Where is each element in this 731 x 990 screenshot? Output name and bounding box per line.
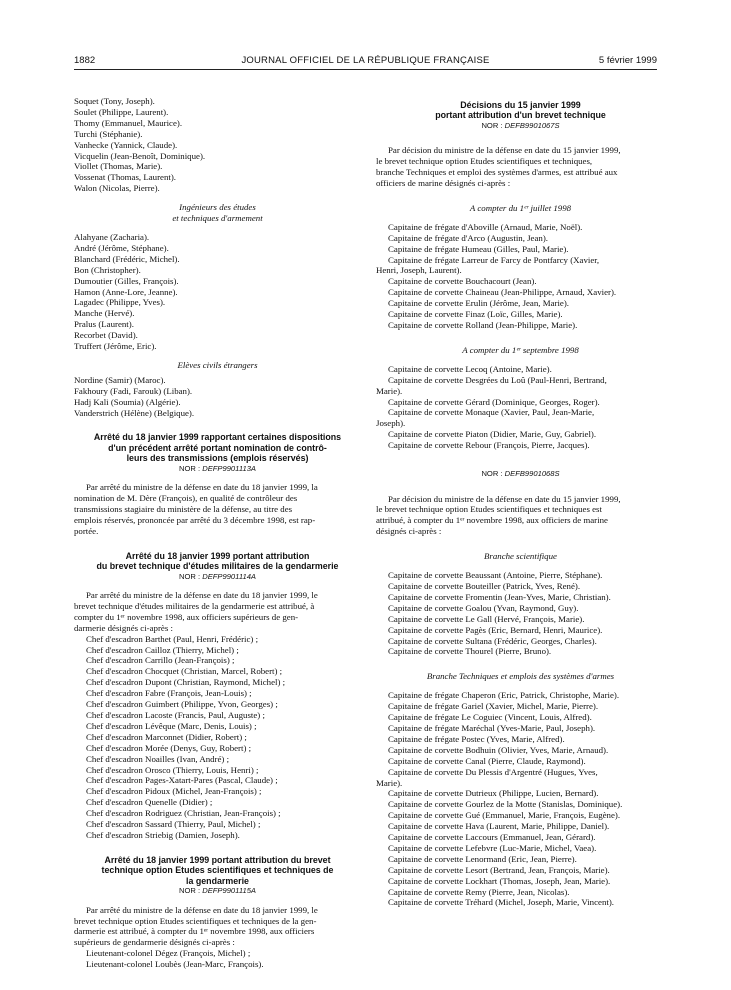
officer-entry: Capitaine de corvette Lesort (Bertrand, Jean, François, Marie).	[388, 864, 610, 875]
name-entry: Vanhecke (Yannick, Claude).	[74, 139, 178, 150]
officer-entry: Capitaine de corvette Chaineau (Jean-Philippe, Arnaud, Xavier).	[388, 287, 617, 298]
left-column	[74, 96, 361, 970]
nor-label: NOR :	[179, 886, 201, 896]
chef-entry: Chef d'escadron Carrillo (Jean-François) ;	[86, 655, 235, 666]
name-entry: Nordine (Samir) (Maroc).	[74, 374, 166, 385]
arrete3-title	[74, 855, 361, 886]
text-line: darmerie est attribué, à compter du 1ᵉʳ novembre 1998, aux officiers	[74, 926, 315, 937]
officer-entry: Capitaine de frégate Chaperon (Eric, Patrick, Christophe, Marie).	[388, 690, 620, 701]
name-entry: Hamon (Anne-Lore, Jeanne).	[74, 286, 178, 297]
name-entry: Thomy (Emmanuel, Maurice).	[74, 117, 183, 128]
title-line: la gendarmerie	[186, 875, 249, 886]
arrete2-text	[74, 590, 361, 634]
arrete3-text	[74, 905, 361, 949]
title-line: Arrêté du 18 janvier 1999 portant attribution	[125, 550, 310, 561]
officer-entry: Capitaine de corvette Finaz (Loïc, Gilles, Marie).	[388, 309, 563, 320]
chef-entry: Chef d'escadron Dupont (Christian, Raymond, Michel) ;	[86, 677, 286, 688]
nor-label: NOR :	[481, 120, 503, 130]
arrete1-text	[74, 482, 361, 537]
text-line: supérieurs de gendarmerie désignés ci-après :	[74, 937, 235, 948]
chef-entry: Chef d'escadron Striebig (Damien, Joseph).	[86, 829, 240, 840]
text-line: brevet technique d'études militaires de la gendarmerie est attribué, à	[74, 600, 315, 611]
text-line: officiers de marine désignés ci-après :	[376, 178, 511, 189]
officer-entry: Marie).	[376, 777, 403, 788]
officer-entry: Capitaine de corvette Goalou (Yvan, Raymond, Guy).	[388, 602, 579, 613]
title-line: du brevet technique d'études militaires de la gendarmerie	[96, 561, 339, 572]
names-top-list	[74, 96, 361, 194]
chef-entry: Chef d'escadron Barthet (Paul, Henri, Frédéric) ;	[86, 633, 259, 644]
eleves-heading: Elèves civils étrangers	[177, 359, 258, 370]
name-entry: Hadj Kali (Soumia) (Algérie).	[74, 396, 181, 407]
arrete2-nor	[74, 572, 361, 583]
name-entry: Walon (Nicolas, Pierre).	[74, 183, 160, 194]
chefs-list	[74, 634, 361, 841]
chef-entry: Chef d'escadron Sassard (Thierry, Paul, Michel) ;	[86, 819, 261, 830]
text-line: Par décision du ministre de la défense en date du 15 janvier 1999,	[388, 145, 621, 156]
officer-entry: Capitaine de corvette Bodhuin (Olivier, Yves, Marie, Arnaud).	[388, 744, 609, 755]
chef-entry: Chef d'escadron Cailloz (Thierry, Michel) ;	[86, 644, 239, 655]
chef-entry: Chef d'escadron Quenelle (Didier) ;	[86, 797, 213, 808]
chef-entry: Chef d'escadron Lacoste (Francis, Paul, Auguste) ;	[86, 710, 265, 720]
text-line: Par arrêté du ministre de la défense en date du 18 janvier 1999, le	[86, 590, 318, 601]
officer-entry: Capitaine de frégate Le Coguiec (Vincent, Louis, Alfred).	[388, 712, 592, 723]
officer-entry: Capitaine de corvette Bouteiller (Patrick, Yves, René).	[388, 581, 581, 591]
officer-entry: Joseph).	[376, 418, 406, 429]
name-entry: Lagadec (Philippe, Yves).	[74, 297, 166, 308]
techniques-list	[376, 690, 665, 908]
officer-entry: Capitaine de corvette Rolland (Jean-Philippe, Marie).	[388, 320, 578, 330]
officer-entry: Capitaine de corvette Gérard (Dominique, Georges, Roger).	[388, 396, 600, 407]
nor-label: NOR :	[179, 571, 201, 581]
techniques-heading: Branche Techniques et emplois des systèmes d'armes	[426, 671, 615, 682]
eleves-names-list	[74, 375, 361, 419]
header-rule	[74, 69, 657, 70]
officer-entry: Capitaine de corvette Lecoq (Antoine, Marie).	[388, 363, 552, 374]
chef-entry: Chef d'escadron Orosco (Thierry, Louis, Henri) ;	[86, 764, 259, 775]
juillet-heading: A compter du 1ᵉʳ juillet 1998	[469, 202, 572, 213]
officer-entry: Capitaine de corvette Beaussant (Antoine, Pierre, Stéphane).	[388, 570, 603, 581]
arrete3-nor	[74, 886, 361, 897]
nor-code: DEFP9901113A	[202, 463, 256, 473]
officer-entry: Capitaine de corvette Gourlez de la Motte (Stanislas, Dominique).	[388, 799, 623, 810]
title-line: d'un précédent arrêté portant nomination de contrô-	[108, 442, 327, 453]
officer-entry: Capitaine de frégate Postec (Yves, Marie, Alfred).	[388, 733, 565, 744]
name-entry: Dumoutier (Gilles, François).	[74, 275, 179, 286]
dec2-text	[376, 494, 665, 538]
officer-entry: Capitaine de corvette Monaque (Xavier, Paul, Jean-Marie,	[388, 407, 595, 418]
name-entry: Pralus (Laurent).	[74, 319, 134, 330]
text-line: transmissions stagiaire du ministère de la défense, au titre des	[74, 504, 293, 514]
text-line: Par décision du ministre de la défense en date du 15 janvier 1999,	[388, 493, 621, 504]
text-line: nomination de M. Dère (François), en qualité de contrôleur des	[74, 493, 298, 504]
page-number: 1882	[74, 55, 96, 66]
name-entry: Soquet (Tony, Joseph).	[74, 96, 155, 106]
title-line: Arrêté du 18 janvier 1999 portant attribution du brevet	[104, 854, 331, 865]
arrete2-title	[74, 551, 361, 572]
officer-entry: Capitaine de corvette Du Plessis d'Argentré (Hugues, Yves,	[388, 766, 598, 777]
name-entry: Viollet (Thomas, Marie).	[74, 161, 163, 172]
scientifique-heading: Branche scientifique	[484, 551, 557, 562]
chef-entry: Chef d'escadron Pages-Xatart-Pares (Pascal, Claude) ;	[86, 775, 278, 786]
page-header	[74, 55, 657, 69]
officer-entry: Capitaine de corvette Laccours (Emmanuel, Jean, Gérard).	[388, 832, 596, 843]
lieutenant-entry: Lieutenant-colonel Dégez (François, Michel) ;	[86, 948, 251, 959]
officer-entry: Capitaine de corvette Desgrées du Loû (Paul-Henri, Bertrand,	[388, 374, 607, 385]
officer-entry: Capitaine de corvette Rebour (François, Pierre, Jacques).	[388, 440, 590, 451]
name-entry: Turchi (Stéphanie).	[74, 128, 143, 139]
title-line: leurs des transmissions (emplois réservés)	[126, 453, 309, 464]
decisions-title	[376, 100, 665, 121]
text-line: Par arrêté du ministre de la défense en date du 18 janvier 1999, la	[86, 482, 318, 493]
officer-entry: Capitaine de corvette Fromentin (Jean-Yves, Marie, Christian).	[388, 591, 611, 602]
officer-entry: Capitaine de corvette Thourel (Pierre, Bruno).	[388, 646, 552, 657]
ing-names-list	[74, 232, 361, 352]
title-line: portant attribution d'un brevet technique	[435, 110, 606, 121]
chef-entry: Chef d'escadron Marconnet (Didier, Robert) ;	[86, 731, 247, 742]
officer-entry: Capitaine de corvette Piaton (Didier, Marie, Guy, Gabriel).	[388, 429, 597, 440]
officer-entry: Capitaine de corvette Bouchacourt (Jean).	[388, 276, 537, 287]
officer-entry: Capitaine de corvette Hava (Laurent, Marie, Philippe, Daniel).	[388, 821, 610, 832]
chef-entry: Chef d'escadron Guimbert (Philippe, Yvon, Georges) ;	[86, 699, 278, 710]
name-entry: Truffert (Jérôme, Eric).	[74, 341, 157, 352]
septembre-heading: A compter du 1ᵉʳ septembre 1998	[462, 344, 579, 355]
nor-code: DEFB9901067S	[504, 120, 560, 130]
officer-entry: Capitaine de corvette Erulin (Jérôme, Jean, Marie).	[388, 298, 569, 309]
issue-date: 5 février 1999	[598, 55, 657, 66]
nor-code: DEFP9901114A	[202, 571, 256, 581]
text-line: compter du 1ᵉʳ novembre 1998, aux officiers supérieurs de gen-	[74, 611, 299, 622]
name-entry: Vicquelin (Jean-Benoît, Dominique).	[74, 150, 206, 161]
officer-entry: Henri, Joseph, Laurent).	[376, 265, 462, 276]
chef-entry: Chef d'escadron Chocquet (Christian, Marcel, Robert) ;	[86, 666, 283, 677]
officer-entry: Capitaine de corvette Remy (Pierre, Jean, Nicolas).	[388, 886, 570, 897]
officer-entry: Capitaine de frégate Humeau (Gilles, Paul, Marie).	[388, 243, 569, 254]
dec1-text	[376, 145, 665, 189]
name-entry: André (Jérôme, Stéphane).	[74, 242, 169, 253]
officer-entry: Capitaine de corvette Pagès (Eric, Bernard, Henri, Maurice).	[388, 624, 603, 635]
officer-entry: Capitaine de corvette Le Gall (Hervé, François, Marie).	[388, 613, 585, 624]
officer-entry: Capitaine de frégate Maréchal (Yves-Marie, Paul, Joseph).	[388, 722, 596, 733]
ing-heading-2: et techniques d'armement	[172, 213, 263, 224]
officer-entry: Capitaine de corvette Canal (Pierre, Claude, Raymond).	[388, 755, 586, 766]
officer-entry: Capitaine de corvette Tréhard (Michel, Joseph, Marie, Vincent).	[388, 897, 614, 908]
lieutenants-list	[74, 948, 361, 970]
chef-entry: Chef d'escadron Rodriguez (Christian, Jean-François) ;	[86, 808, 281, 819]
officer-entry: Capitaine de corvette Lefebvre (Luc-Marie, Michel, Vaea).	[388, 842, 597, 853]
septembre-list	[376, 364, 665, 451]
name-entry: Alahyane (Zacharia).	[74, 231, 150, 242]
title-line: Décisions du 15 janvier 1999	[460, 100, 581, 110]
chef-entry: Chef d'escadron Morée (Denys, Guy, Robert) ;	[86, 742, 252, 753]
text-line: branche Techniques et emploi des systèmes d'armes, est attribué aux	[376, 167, 618, 178]
officer-entry: Capitaine de corvette Gué (Emmanuel, Marie, François, Eugène).	[388, 810, 621, 821]
text-line: portée.	[74, 525, 99, 536]
right-column	[376, 96, 665, 908]
nor-code: DEFP9901115A	[202, 886, 256, 896]
lieutenant-entry: Lieutenant-colonel Loubès (Jean-Marc, François).	[86, 959, 264, 970]
name-entry: Vanderstrich (Hélène) (Belgique).	[74, 407, 195, 418]
scientifique-list	[376, 570, 665, 657]
officer-entry: Capitaine de frégate Gariel (Xavier, Michel, Marie, Pierre).	[388, 701, 599, 712]
officer-entry: Capitaine de frégate d'Arco (Augustin, Jean).	[388, 232, 548, 243]
chef-entry: Chef d'escadron Pidoux (Michel, Jean-François) ;	[86, 786, 262, 797]
officer-entry: Capitaine de corvette Sultana (Frédéric, Georges, Charles).	[388, 635, 597, 646]
juillet-list	[376, 222, 665, 331]
journal-title: JOURNAL OFFICIEL DE LA RÉPUBLIQUE FRANÇAISE	[241, 55, 490, 66]
text-line: Par arrêté du ministre de la défense en date du 18 janvier 1999, le	[86, 904, 318, 915]
officer-entry: Capitaine de corvette Lenormand (Eric, Jean, Pierre).	[388, 853, 577, 864]
chef-entry: Chef d'escadron Fabre (François, Jean-Louis) ;	[86, 688, 252, 699]
dec1-nor	[376, 121, 665, 132]
officer-entry: Capitaine de corvette Lockhart (Thomas, Joseph, Jean, Marie).	[388, 875, 611, 886]
title-line: Arrêté du 18 janvier 1999 rapportant certaines dispositions	[93, 432, 342, 443]
nor-label: NOR :	[481, 469, 503, 479]
nor-code: DEFB9901068S	[504, 469, 560, 479]
text-line: désignés ci-après :	[376, 526, 442, 537]
ing-heading-1: Ingénieurs des études	[179, 202, 256, 213]
name-entry: Fakhoury (Fadi, Farouk) (Liban).	[74, 385, 193, 396]
name-entry: Vossenat (Thomas, Laurent).	[74, 172, 177, 183]
arrete1-nor	[74, 464, 361, 475]
officer-entry: Capitaine de frégate d'Aboville (Arnaud, Marie, Noël).	[388, 221, 583, 232]
title-line: technique option Etudes scientifiques et techniques de	[101, 865, 334, 876]
officer-entry: Capitaine de corvette Dutrieux (Philippe, Lucien, Bernard).	[388, 788, 599, 799]
name-entry: Blanchard (Frédéric, Michel).	[74, 253, 180, 264]
text-line: le brevet technique option Etudes scientifiques et techniques est	[376, 504, 602, 515]
text-line: darmerie désignés ci-après :	[74, 622, 173, 633]
officer-entry: Capitaine de frégate Larreur de Farcy de Pontfarcy (Xavier,	[388, 254, 600, 265]
name-entry: Manche (Hervé).	[74, 308, 135, 319]
dec2-nor	[376, 469, 665, 480]
arrete1-title	[74, 432, 361, 463]
text-line: emplois réservés, prononcée par arrêté du 3 décembre 1998, est rap-	[74, 514, 316, 525]
chef-entry: Chef d'escadron Noailles (Ivan, André) ;	[86, 753, 230, 764]
text-line: brevet technique option Etudes scientifiques et techniques de la gen-	[74, 915, 317, 926]
name-entry: Bon (Christopher).	[74, 264, 141, 275]
text-line: le brevet technique option Etudes scientifiques et techniques,	[376, 156, 593, 167]
text-line: attribué, à compter du 1ᵉʳ novembre 1998, aux officiers de marine	[376, 515, 608, 526]
nor-label: NOR :	[179, 463, 201, 473]
name-entry: Soulet (Philippe, Laurent).	[74, 106, 169, 117]
name-entry: Recorbet (David).	[74, 330, 138, 341]
chef-entry: Chef d'escadron Lévêque (Marc, Denis, Louis) ;	[86, 720, 257, 731]
officer-entry: Marie).	[376, 385, 403, 396]
